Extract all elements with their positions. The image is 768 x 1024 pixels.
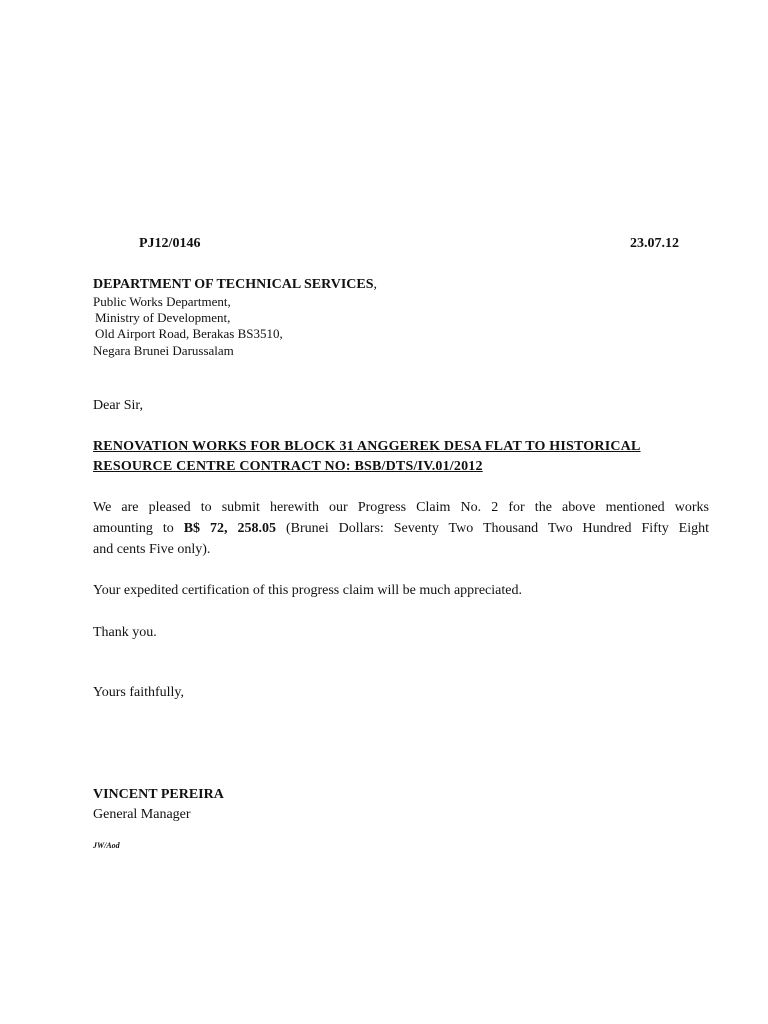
signatory-name: VINCENT PEREIRA (93, 787, 224, 802)
address-line: Ministry of Development, (95, 310, 231, 325)
body-paragraph-claim (93, 497, 709, 560)
addressee-name-suffix: , (373, 277, 377, 292)
body-paragraph-certification: Your expedited certification of this progress claim will be much appreciated. (93, 583, 522, 598)
salutation: Dear Sir, (93, 398, 143, 413)
closing: Yours faithfully, (93, 685, 185, 700)
reference-number: PJ12/0146 (139, 236, 201, 251)
subject-line-1: RENOVATION WORKS FOR BLOCK 31 ANGGEREK DESA FLAT TO HISTORICAL (93, 439, 641, 454)
claim-amount-prefix: amounting to (93, 521, 184, 536)
claim-line-3: and cents Five only). (93, 542, 211, 557)
addressee-name: DEPARTMENT OF TECHNICAL SERVICES (93, 277, 374, 292)
letter-date: 23.07.12 (630, 236, 679, 251)
subject-heading (93, 437, 641, 477)
signatory-title: General Manager (93, 807, 191, 822)
subject-line-2: RESOURCE CENTRE CONTRACT NO: BSB/DTS/IV.01/2012 (93, 459, 483, 474)
claim-amount-suffix: (Brunei Dollars: Seventy Two Thousand Two Hundred Fifty Eight (275, 521, 710, 536)
address-line: Old Airport Road, Berakas BS3510, (95, 326, 283, 341)
claim-amount: B$ 72, 258.05 (183, 521, 276, 536)
body-paragraph-thanks: Thank you. (93, 625, 157, 640)
address-line: Negara Brunei Darussalam (93, 343, 234, 358)
reference-initials: JW/Aod (93, 841, 120, 850)
claim-line-2 (93, 518, 709, 539)
claim-line-1: We are pleased to submit herewith our Progress Claim No. 2 for the above mentioned works (93, 500, 709, 515)
addressee-block (93, 277, 377, 293)
address-line: Public Works Department, (93, 294, 231, 309)
